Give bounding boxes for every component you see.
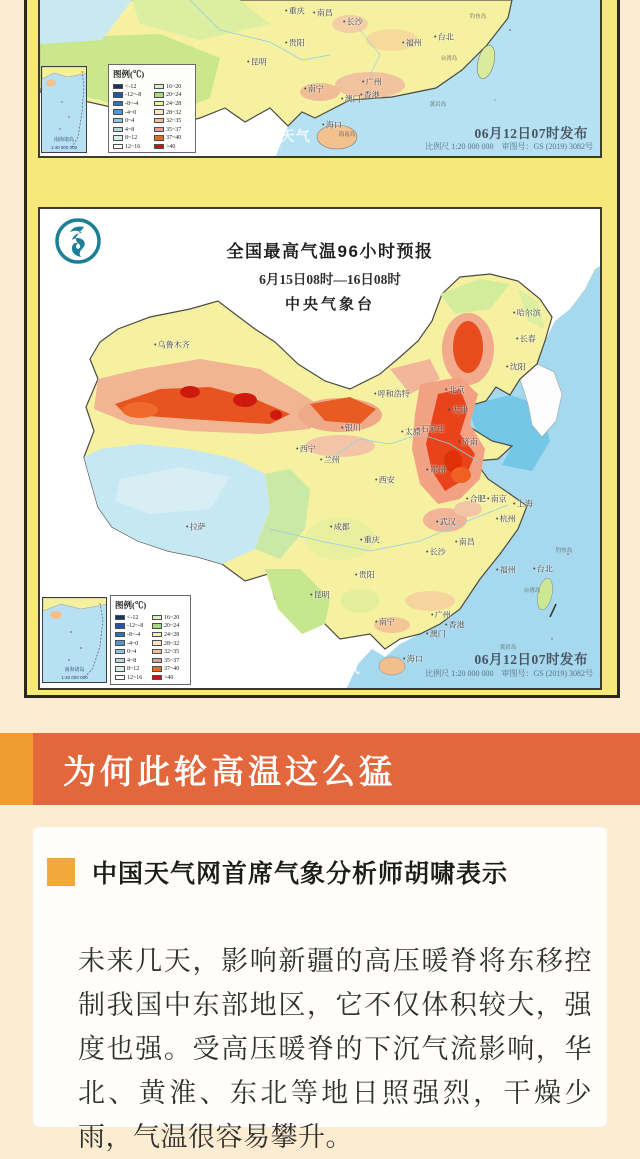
article-header [47, 854, 508, 890]
legend-swatch [154, 144, 164, 150]
section-banner [0, 733, 640, 805]
legend-item [154, 82, 193, 91]
city-label-香港: 香港 [360, 90, 380, 101]
city-label-呼和浩特: 呼和浩特 [374, 389, 410, 400]
legend-label: >40 [164, 674, 174, 681]
legend-label: 8~12 [127, 665, 140, 673]
legend-swatch [113, 84, 123, 90]
legend-label: 28~32 [165, 108, 181, 116]
legend-item [154, 99, 193, 108]
legend-item [113, 125, 152, 134]
legend-item [154, 116, 193, 125]
legend-label: 16~20 [164, 614, 180, 621]
island-label-黄岩岛: 黄岩岛 [429, 102, 447, 108]
city-label-南宁: 南宁 [375, 617, 395, 628]
legend-swatch [113, 101, 123, 107]
watermark [268, 658, 361, 678]
watermark [218, 126, 311, 146]
legend-label: 4~8 [125, 126, 135, 133]
legend-swatch [115, 615, 125, 621]
legend-label: >40 [165, 143, 175, 150]
city-label-上海: 上海 [513, 499, 533, 510]
article-body-text: 未来几天，影响新疆的高压暖脊将东移控制我国中东部地区，它不仅体积较大，强度也强。受高压暖脊的下沉气流影响，华北、黄淮、东北等地日照强烈，干燥少雨，气温很容易攀升。 [78, 946, 592, 1152]
legend-grid [115, 613, 187, 682]
legend-label: -8~-4 [127, 631, 141, 638]
island-label-钓鱼岛: 钓鱼岛 [555, 548, 573, 554]
city-label-贵阳: 贵阳 [285, 38, 305, 49]
article-heading: 中国天气网首席气象分析师胡啸表示 [92, 860, 509, 888]
legend-label: 20~24 [165, 91, 181, 99]
legend-title: 图例(℃) [115, 600, 147, 610]
legend-item [113, 134, 152, 143]
city-label-昆明: 昆明 [310, 590, 330, 601]
legend-label: 8~12 [125, 134, 138, 142]
legend-swatch [152, 649, 162, 655]
legend-swatch [115, 666, 125, 672]
legend-label: -4~0 [127, 639, 139, 647]
city-label-天津: 天津 [448, 405, 468, 416]
city-label-澳门: 澳门 [426, 629, 446, 640]
legend-item [115, 630, 150, 639]
inset-scale: 1:40 000 000 [50, 145, 78, 150]
city-label-西宁: 西宁 [296, 444, 316, 455]
section-title: 为何此轮高温这么猛 [63, 752, 396, 790]
orange-bullet-square [47, 858, 75, 886]
city-label-澳门: 澳门 [341, 94, 361, 105]
legend-swatch [154, 127, 164, 133]
legend-item [113, 142, 152, 151]
legend-swatch [152, 623, 162, 629]
island-label-钓鱼岛: 钓鱼岛 [469, 14, 487, 20]
city-label-银川: 银川 [341, 423, 361, 434]
legend-swatch [154, 118, 164, 124]
city-label-长沙: 长沙 [343, 17, 363, 28]
legend-swatch [113, 127, 123, 133]
island-label-黄岩岛: 黄岩岛 [499, 645, 517, 651]
legend-item [154, 134, 193, 143]
inset-title: 南海诸岛 [53, 137, 74, 143]
legend-swatch [115, 649, 125, 655]
weibo-icon [218, 129, 233, 144]
legend-swatch [154, 135, 164, 141]
legend-label: -12~-8 [125, 91, 142, 99]
legend-label: <-12 [127, 614, 139, 621]
legend-item [113, 108, 152, 117]
island-label-台湾岛: 台湾岛 [440, 56, 458, 62]
legend-item [154, 91, 193, 100]
banner-main [33, 733, 640, 805]
map-subtitle: 6月15日08时—16日08时 [259, 272, 401, 287]
legend-label: 35~37 [165, 126, 181, 133]
legend-swatch [152, 666, 162, 672]
south-china-sea-inset [42, 597, 107, 683]
release-time: 06月12日07时发布 [474, 652, 588, 667]
legend-item [113, 82, 152, 91]
legend-item [154, 125, 193, 134]
city-label-太原: 太原 [401, 427, 421, 438]
legend-label: 12~16 [127, 674, 143, 681]
city-label-兰州: 兰州 [320, 455, 340, 466]
city-label-拉萨: 拉萨 [186, 522, 206, 533]
release-time: 06月12日07时发布 [474, 126, 588, 141]
city-label-长春: 长春 [516, 334, 536, 345]
city-label-沈阳: 沈阳 [506, 362, 526, 373]
legend-item [152, 647, 187, 656]
legend-swatch [115, 658, 125, 664]
map-issuer: 中央气象台 [284, 296, 375, 313]
legend-label: 24~28 [164, 631, 180, 638]
legend-swatch [152, 658, 162, 664]
legend-item [113, 91, 152, 100]
city-label-西安: 西安 [375, 475, 395, 486]
legend-swatch [154, 84, 164, 90]
legend-label: 0~4 [127, 648, 137, 655]
legend-label: 37~40 [164, 665, 180, 673]
inset-scale: 1:40 000 000 [61, 675, 88, 680]
legend-swatch [154, 109, 164, 115]
city-label-石家庄: 石家庄 [417, 424, 445, 435]
legend-item [115, 656, 150, 665]
legend-swatch [152, 640, 162, 646]
legend-item [152, 665, 187, 674]
city-label-福州: 福州 [402, 38, 422, 49]
legend-swatch [113, 118, 123, 124]
temperature-legend [110, 595, 191, 685]
city-label-成都: 成都 [330, 522, 350, 533]
city-label-济南: 济南 [458, 437, 478, 448]
city-label-南宁: 南宁 [304, 84, 324, 95]
island-label-台湾岛: 台湾岛 [523, 588, 541, 594]
watermark-text: @中国天气 [236, 128, 311, 144]
map-title: 全国最高气温96小时预报 [226, 242, 434, 261]
city-label-台北: 台北 [434, 32, 454, 43]
city-label-合肥: 合肥 [466, 494, 486, 505]
legend-title: 图例(℃) [113, 69, 145, 79]
legend-item [154, 142, 193, 151]
legend-swatch [113, 135, 123, 141]
legend-label: -12~-8 [127, 622, 144, 630]
legend-label: 16~20 [165, 83, 181, 90]
legend-item [115, 647, 150, 656]
legend-item [152, 613, 187, 622]
city-label-贵阳: 贵阳 [355, 570, 375, 581]
legend-label: <-12 [125, 83, 137, 90]
legend-item [115, 613, 150, 622]
legend-swatch [115, 632, 125, 638]
map-scale-note: 比例尺 1:20 000 000 审图号：GS (2019) 3082号 [425, 669, 593, 678]
legend-swatch [152, 675, 162, 681]
map-card-china-forecast [38, 207, 602, 690]
legend-label: 4~8 [127, 657, 137, 664]
legend-item [113, 99, 152, 108]
city-label-广州: 广州 [362, 77, 382, 88]
legend-item [115, 665, 150, 674]
legend-item [152, 622, 187, 631]
city-label-海口: 海口 [403, 654, 423, 665]
legend-label: 35~37 [164, 657, 180, 664]
south-china-sea-inset [41, 66, 87, 153]
legend-swatch [113, 92, 123, 98]
legend-item [152, 673, 187, 682]
city-label-广州: 广州 [431, 610, 451, 621]
legend-item [115, 673, 150, 682]
city-label-武汉: 武汉 [436, 517, 456, 528]
legend-item [113, 116, 152, 125]
legend-label: 32~35 [164, 648, 180, 655]
inset-title: 南海诸岛 [64, 667, 85, 673]
legend-label: 24~28 [165, 100, 181, 107]
legend-item [152, 639, 187, 648]
legend-label: 28~32 [164, 639, 180, 647]
city-label-郑州: 郑州 [426, 465, 446, 476]
banner-left-tab [0, 733, 33, 805]
city-label-南昌: 南昌 [455, 537, 475, 548]
city-label-重庆: 重庆 [285, 6, 305, 17]
city-label-重庆: 重庆 [360, 535, 380, 546]
legend-label: -8~-4 [125, 100, 139, 107]
article-card [33, 827, 607, 1152]
city-label-海口: 海口 [322, 120, 342, 131]
weibo-icon [268, 661, 283, 676]
city-label-南昌: 南昌 [313, 8, 333, 19]
legend-grid [113, 82, 192, 151]
legend-item [154, 108, 193, 117]
city-label-长沙: 长沙 [426, 547, 446, 558]
temperature-legend [108, 64, 196, 153]
legend-label: 20~24 [164, 622, 180, 630]
map-scale-note: 比例尺 1:20 000 000 审图号：GS (2019) 3082号 [425, 142, 593, 151]
legend-swatch [115, 675, 125, 681]
cma-logo [54, 217, 102, 265]
legend-item [152, 630, 187, 639]
legend-item [115, 639, 150, 648]
city-label-乌鲁木齐: 乌鲁木齐 [154, 340, 190, 351]
city-label-香港: 香港 [445, 620, 465, 631]
city-label-北京: 北京 [445, 385, 465, 396]
legend-swatch [115, 640, 125, 646]
legend-label: 0~4 [125, 117, 135, 124]
watermark-text: @中国天气 [286, 660, 361, 676]
legend-item [152, 656, 187, 665]
map-card-south-china [38, 0, 602, 158]
city-label-福州: 福州 [496, 565, 516, 576]
legend-swatch [154, 92, 164, 98]
legend-swatch [115, 623, 125, 629]
city-label-哈尔滨: 哈尔滨 [513, 308, 541, 319]
legend-swatch [113, 144, 123, 150]
legend-label: 32~35 [165, 117, 181, 124]
legend-label: 37~40 [165, 134, 181, 142]
city-label-杭州: 杭州 [496, 514, 516, 525]
city-label-南京: 南京 [487, 494, 507, 505]
legend-label: 12~16 [125, 143, 141, 150]
city-label-台北: 台北 [533, 564, 553, 575]
legend-item [115, 622, 150, 631]
island-label-海南岛: 海南岛 [338, 132, 356, 138]
city-label-昆明: 昆明 [247, 57, 267, 68]
legend-label: -4~0 [125, 108, 137, 116]
legend-swatch [152, 632, 162, 638]
legend-swatch [113, 109, 123, 115]
legend-swatch [154, 101, 164, 107]
legend-swatch [152, 615, 162, 621]
